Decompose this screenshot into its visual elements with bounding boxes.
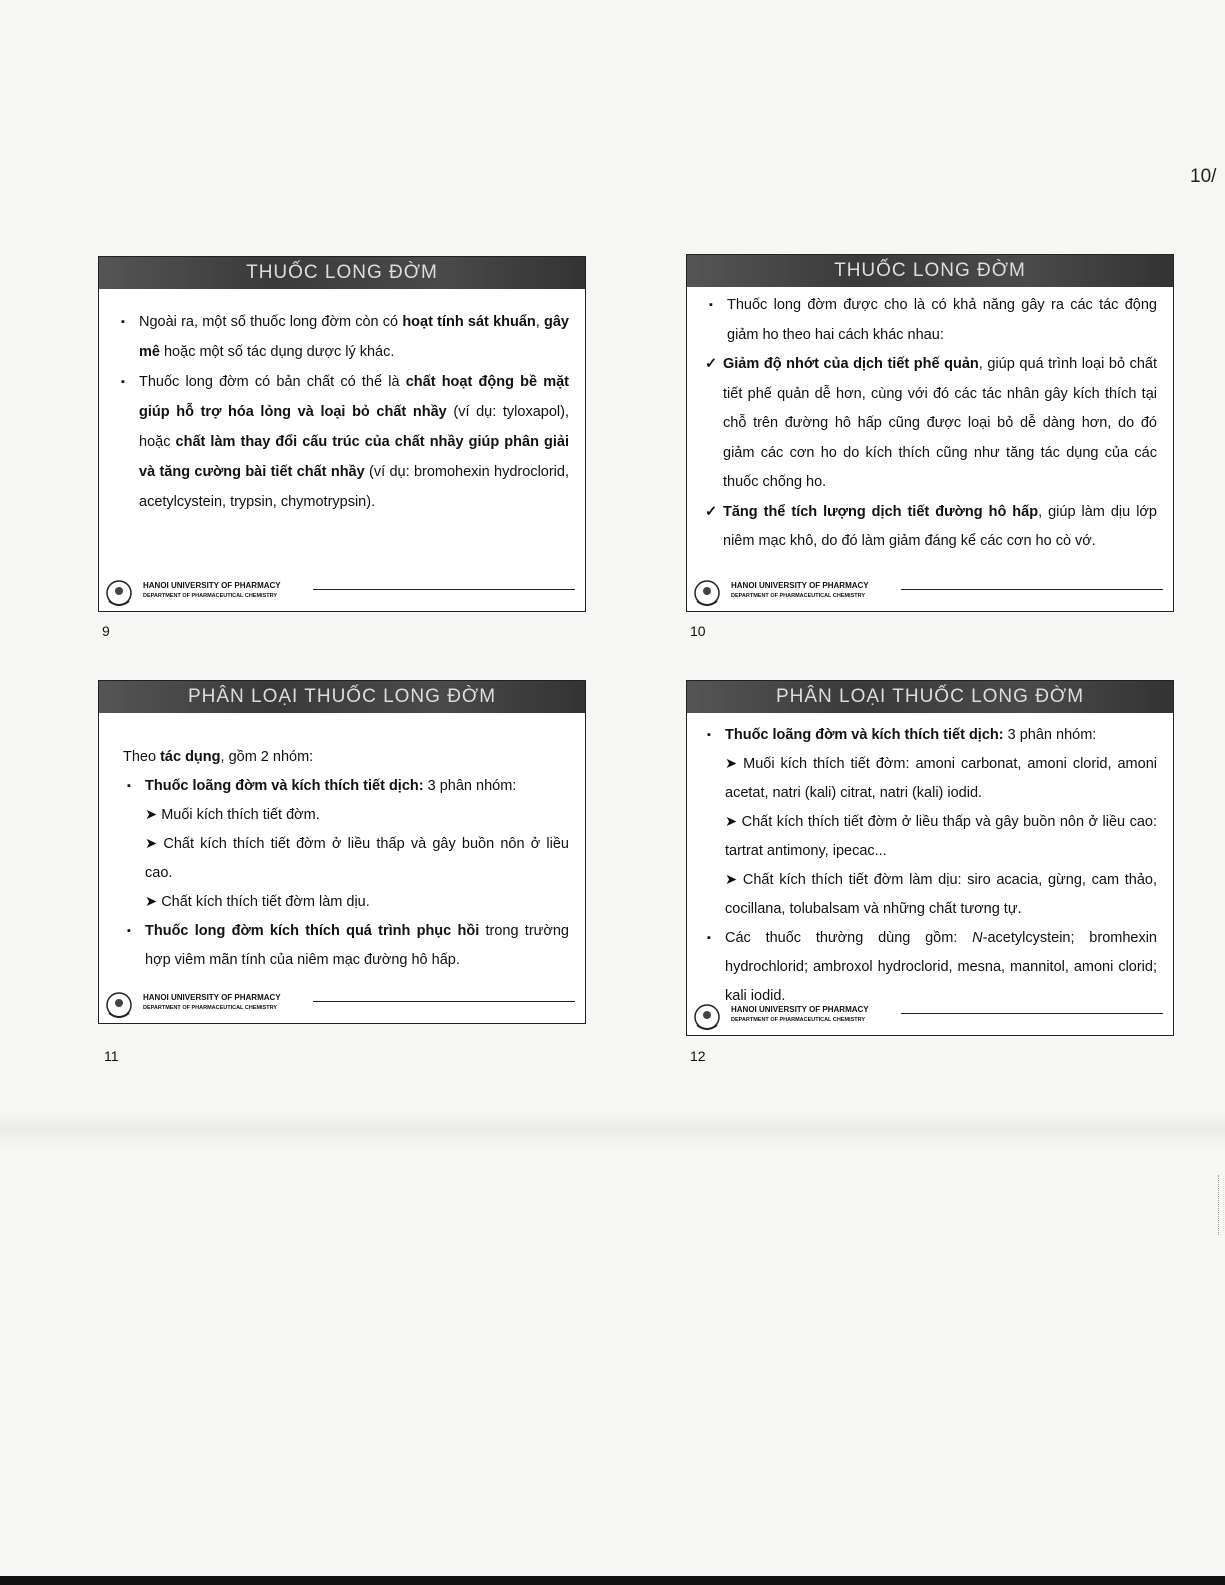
slide-line-sub: ➤ Muối kích thích tiết đờm: amoni carbonat, amoni clorid, amoni acetat, natri (kali) citrat, natri (kali) iodid. (703, 750, 1157, 808)
footer-rule (313, 1001, 575, 1002)
slide-number: 9 (102, 623, 110, 639)
slide-line-bullet: ▪ Ngoài ra, một số thuốc long đờm còn có hoạt tính sát khuẩn, gây mê hoặc một số tác dụng dược lý khác. (117, 307, 569, 367)
slide-line-plain: Theo tác dụng, gồm 2 nhóm: (123, 749, 314, 765)
slide-line-bullet: ▪ Thuốc long đờm được cho là có khả năng gây ra các tác động giảm ho theo hai cách khác nhau: (705, 291, 1157, 350)
slide-line-bullet: ▪ Thuốc loãng đờm và kích thích tiết dịch: 3 phân nhóm: (703, 721, 1157, 750)
footer-university: HANOI UNIVERSITY OF PHARMACY (731, 1005, 869, 1014)
footer-university: HANOI UNIVERSITY OF PHARMACY (731, 581, 869, 590)
footer-department: DEPARTMENT OF PHARMACEUTICAL CHEMISTRY (143, 1005, 278, 1011)
footer-university: HANOI UNIVERSITY OF PHARMACY (143, 581, 281, 590)
slide-9 (98, 256, 586, 612)
slide-number: 11 (104, 1048, 119, 1064)
slide-line-sub: ➤ Chất kích thích tiết đờm ở liều thấp và gây buồn nôn ở liều cao. (123, 830, 569, 888)
slide-body (99, 713, 585, 975)
footer-department: DEPARTMENT OF PHARMACEUTICAL CHEMISTRY (143, 593, 278, 599)
slide-line-sub: ➤ Chất kích thích tiết đờm ở liều thấp và gây buồn nôn ở liều cao: tartrat antimony, ipecac... (703, 808, 1157, 866)
slide-footer (691, 1003, 1163, 1031)
slide-number: 10 (690, 623, 706, 639)
slide-line-bullet: ▪ Thuốc long đờm có bản chất có thể là chất hoạt động bề mặt giúp hỗ trợ hóa lỏng và loại bỏ chất nhầy (ví dụ: tyloxapol), hoặc chất làm thay đổi cấu trúc của chất nhầy giúp phân giải và tăng cường bài tiết chất nhầy (ví dụ: bromohexin hydroclorid, acetylcystein, trypsin, chymotrypsin). (117, 367, 569, 517)
slide-title: PHÂN LOẠI THUỐC LONG ĐỜM (99, 681, 585, 713)
footer-department: DEPARTMENT OF PHARMACEUTICAL CHEMISTRY (731, 593, 866, 599)
slide-title: PHÂN LOẠI THUỐC LONG ĐỜM (687, 681, 1173, 713)
slide-footer (103, 991, 575, 1019)
footer-rule (313, 589, 575, 590)
slide-footer (103, 579, 575, 607)
scan-smudge (0, 1110, 1225, 1150)
slide-title: THUỐC LONG ĐỜM (99, 257, 585, 289)
slide-line-bullet: ▪ Thuốc loãng đờm và kích thích tiết dịch: 3 phân nhóm: (123, 772, 569, 801)
slide-line-bullet: ▪ Thuốc long đờm kích thích quá trình phục hồi trong trường hợp viêm mãn tính của niêm mạc đường hô hấp. (123, 917, 569, 975)
footer-rule (901, 1013, 1163, 1014)
slide-line-sub: ➤ Muối kích thích tiết đờm. (123, 801, 569, 830)
slide-11 (98, 680, 586, 1024)
university-logo-icon (105, 991, 133, 1019)
footer-department: DEPARTMENT OF PHARMACEUTICAL CHEMISTRY (731, 1017, 866, 1023)
slide-line-check: ✓ Tăng thể tích lượng dịch tiết đường hô hấp, giúp làm dịu lớp niêm mạc khô, do đó làm giảm đáng kể các cơn ho cò vớ. (705, 498, 1157, 557)
slide-number: 12 (690, 1048, 706, 1064)
page-corner-number: 10/ (1190, 166, 1217, 187)
university-logo-icon (693, 579, 721, 607)
university-logo-icon (693, 1003, 721, 1031)
slide-body (687, 713, 1173, 1011)
slide-body (99, 289, 585, 517)
footer-rule (901, 589, 1163, 590)
slide-12 (686, 680, 1174, 1036)
slide-title: THUỐC LONG ĐỜM (687, 255, 1173, 287)
scan-mark (1218, 1175, 1221, 1235)
slide-line-bullet: ▪ Các thuốc thường dùng gồm: N-acetylcystein; bromhexin hydrochlorid; ambroxol hydroclorid, mesna, mannitol, amoni clorid; kali iodid. (703, 924, 1157, 1011)
footer-university: HANOI UNIVERSITY OF PHARMACY (143, 993, 281, 1002)
slide-line-sub: ➤ Chất kích thích tiết đờm làm dịu: siro acacia, gừng, cam thảo, cocillana, tolubalsam và những chất tương tự. (703, 866, 1157, 924)
university-logo-icon (105, 579, 133, 607)
slide-body (687, 287, 1173, 557)
scan-bottom-edge (0, 1576, 1225, 1585)
slide-footer (691, 579, 1163, 607)
slide-10 (686, 254, 1174, 612)
slide-line-check: ✓ Giảm độ nhớt của dịch tiết phế quản, giúp quá trình loại bỏ chất tiết phế quản dễ hơn, cùng với đó các tác nhân gây kích thích tại chỗ trên đường hô hấp cũng được loại bỏ dễ dàng hơn, do đó giảm các cơn ho do kích thích cũng như tăng tác dụng của các thuốc chống ho. (705, 350, 1157, 498)
slide-line-sub: ➤ Chất kích thích tiết đờm làm dịu. (123, 888, 569, 917)
